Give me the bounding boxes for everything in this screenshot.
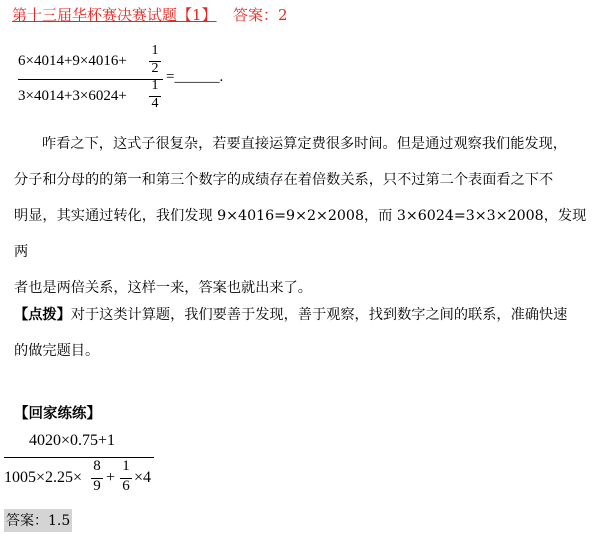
tip-line-2: 的做完题目。 [14,343,100,359]
homework-den-tail: ×4 [134,469,152,486]
answer-label: 答案：2 [233,6,288,24]
explanation [14,126,596,306]
explanation-line-4: 者也是两倍关系，这样一来，答案也就出来了。 [14,280,312,296]
homework-numerator: 4020×0.75+1 [29,432,116,449]
tip-line-1: 对于这类计算题，我们要善于发现，善于观察，找到数字之间的联系，准确快速 [70,307,568,323]
homework-frac1-n: 8 [93,458,101,474]
explanation-line-1: 咋看之下，这式子很复杂，若要直接运算定费很多时间。但是通过观察我们能发现， [42,136,567,152]
explanation-line-3: 明显，其实通过转化，我们发现 9×4016=9×2×2008，而 3×6024=3×3×2008，发现两 [14,208,587,260]
numerator-half-d: 2 [151,61,159,76]
explanation-line-2: 分子和分母的的第一和第三个数字的成绩存在着倍数关系，只不过第二个表面看之下不 [14,172,554,188]
numerator-half-n: 1 [151,43,159,58]
homework-frac2-n: 1 [122,458,130,474]
homework-frac2-d: 6 [122,478,130,494]
problem-denominator: 3×4014+3×6024+ [18,88,127,104]
homework-answer: 答案：1.5 [4,509,72,532]
homework-label: 【回家练练】 [14,406,101,422]
homework-plus: + [106,469,116,486]
denominator-quarter-n: 1 [151,78,159,93]
problem-fraction-bar [18,79,163,80]
tip-label: 【点拨】 [14,307,71,323]
page-title: 第十三届华杯赛决赛试题【1】 [12,6,217,24]
homework-frac1-d: 9 [93,478,101,494]
denominator-quarter-d: 4 [151,96,159,111]
homework-den-part1: 1005×2.25× [4,469,83,486]
problem-numerator: 6×4014+9×4016+ [18,53,127,69]
problem-equals-blank: =______. [166,69,224,85]
tip [14,297,596,369]
